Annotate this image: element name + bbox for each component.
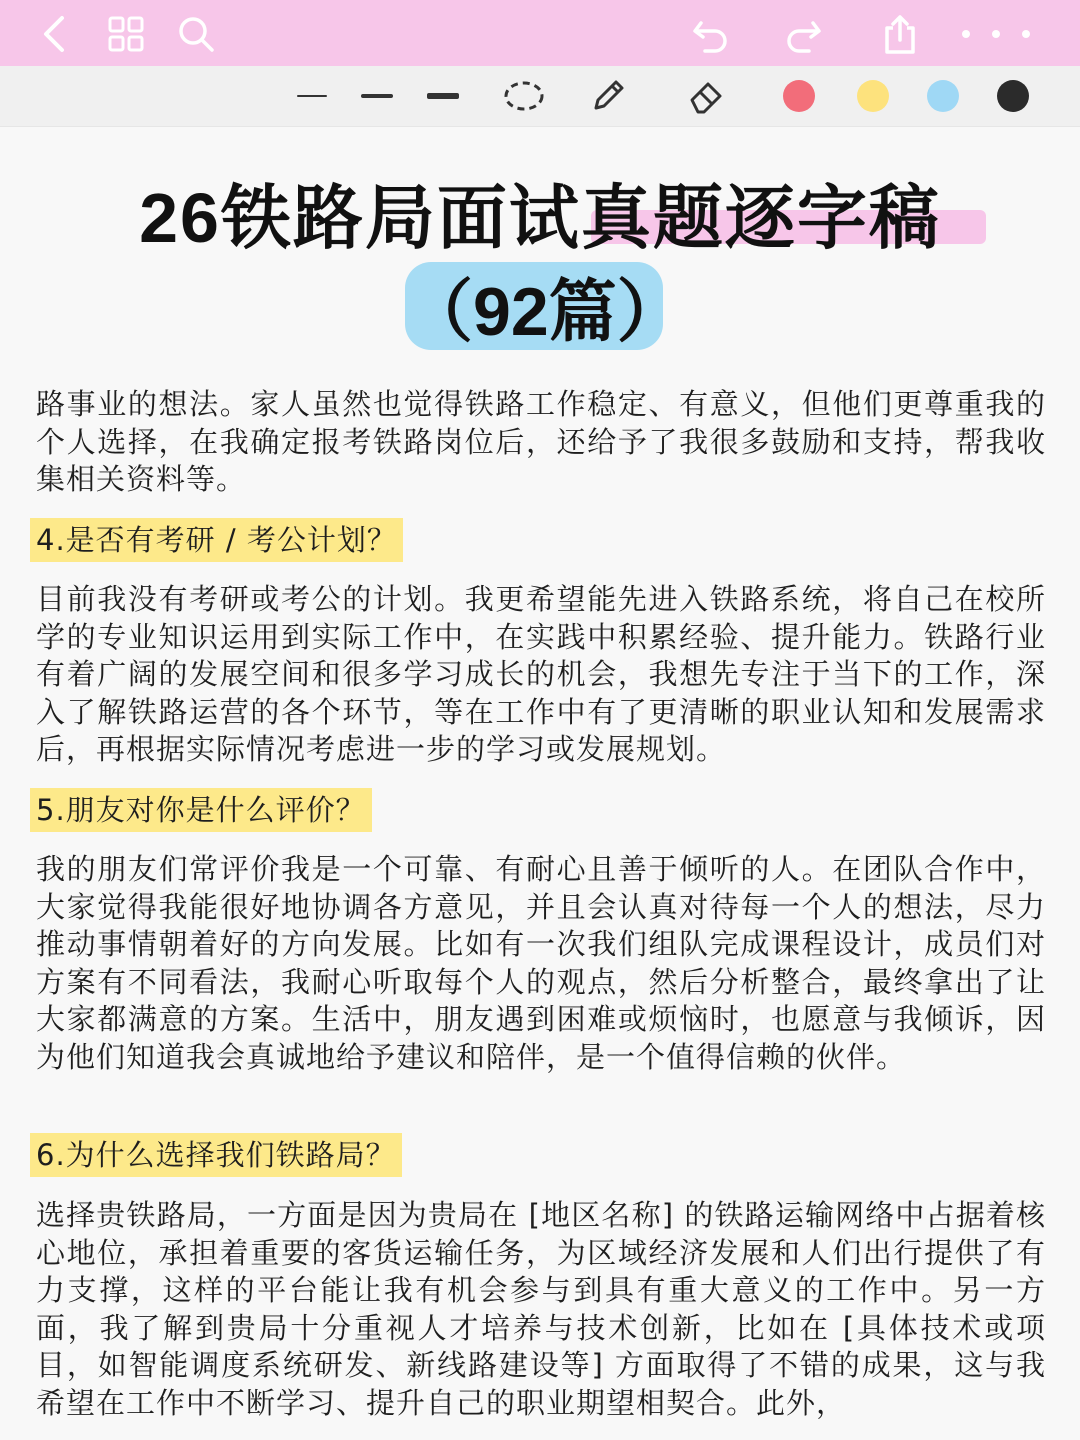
subtitle-badge [405,262,685,350]
note-canvas [0,126,1080,1440]
lasso-icon[interactable] [502,74,546,118]
answer-4: 目前我没有考研或考公的计划。我更希望能先进入铁路系统，将自己在校所学的专业知识运用到实际工作中，在实践中积累经验、提升能力。铁路行业有着广阔的发展空间和很多学习成长的机会，我想先专注于当下的工作，深入了解铁路运营的各个环节，等在工作中有了更清晰的职业认知和发展需求后，再根据实际情况考虑进一步的学习或发展规划。 [36,582,1046,766]
question-4: 4.是否有考研 / 考公计划？ [30,518,403,562]
swatch-yellow [857,80,889,112]
question-6: 6.为什么选择我们铁路局？ [30,1133,402,1177]
app-top-bar [0,0,1080,66]
color-swatch-red[interactable] [782,74,816,118]
eraser-icon[interactable] [684,74,728,118]
color-swatch-blue[interactable] [926,74,960,118]
title-text: 26铁路局面试真题逐字稿 [139,179,941,257]
share-icon[interactable] [880,14,920,54]
answer-5: 我的朋友们常评价我是一个可靠、有耐心且善于倾听的人。在团队合作中，大家觉得我能很好地协调各方意见，并且会认真对待每一个人的想法，尽力推动事情朝着好的方向发展。比如有一次我们组队完成课程设计，成员们对方案有不同看法，我耐心听取每个人的观点，然后分析整合，最终拿出了让大家都满意的方案。生活中，朋友遇到困难或烦恼时，也愿意与我倾诉，因为他们知道我会真诚地给予建议和陪伴，是一个值得信赖的伙伴。 [36,852,1046,1074]
answer-6: 选择贵铁路局，一方面是因为贵局在 [地区名称] 的铁路运输网络中占据着核心地位，承担着重要的客货运输任务，为区域经济发展和人们出行提供了有力支撑，这样的平台能让我有机会参与到具有重大意义的工作中。另一方面，我了解到贵局十分重视人才培养与技术创新，比如在 [具体技术或项目，如智能调度系统研发、新线路建设等] 方面取得了不错的成果，这与我希望在工作中不断学习、提升自己的职业期望相契合。此外， [36,1198,1046,1420]
question-5: 5.朋友对你是什么评价？ [30,788,372,832]
undo-icon[interactable] [690,14,730,54]
grid-icon[interactable] [106,14,146,54]
paragraph-intro: 路事业的想法。家人虽然也觉得铁路工作稳定、有意义，但他们更尊重我的个人选择，在我确定报考铁路岗位后，还给予了我很多鼓励和支持，帮我收集相关资料等。 [36,387,1046,496]
thin-pen-line[interactable] [296,74,328,118]
swatch-red [783,80,815,112]
more-icon[interactable] [958,14,1034,54]
back-icon[interactable] [36,14,72,54]
swatch-black [997,80,1029,112]
color-swatch-black[interactable] [996,74,1030,118]
color-swatch-yellow[interactable] [856,74,890,118]
subtitle-text: （92篇） [405,273,685,350]
medium-pen-line[interactable] [360,74,394,118]
thick-pen-line[interactable] [426,74,460,118]
search-icon[interactable] [176,14,216,54]
redo-icon[interactable] [784,14,824,54]
page-title [139,162,941,263]
swatch-blue [927,80,959,112]
pencil-icon[interactable] [586,74,630,118]
drawing-toolbar [0,66,1080,127]
